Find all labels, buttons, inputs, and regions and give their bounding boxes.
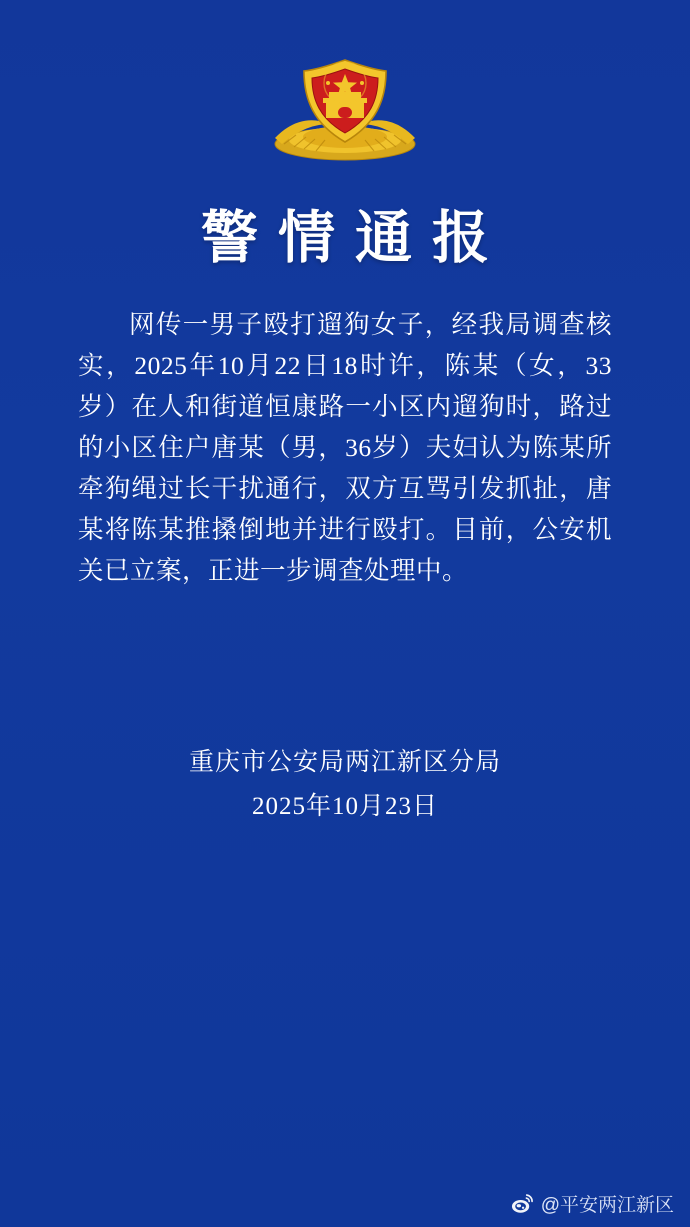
signature-block: [0, 741, 690, 829]
china-police-badge-icon: [270, 52, 420, 170]
issue-date: 2025年10月23日: [251, 793, 438, 820]
notice-body: 网传一男子殴打遛狗女子，经我局调查核实，2025年10月22日18时许，陈某（女，33岁）在人和街道恒康路一小区内遛狗时，路过的小区住户唐某（男，36岁）夫妇认为陈某所牵狗绳过长干扰通行，双方互骂引发抓扯，唐某将陈某推搡倒地并进行殴打。目前，公安机关已立案，正进一步调查处理中。: [78, 310, 612, 585]
weibo-icon: [511, 1192, 534, 1215]
issuing-organization: 重庆市公安局两江新区分局: [188, 749, 501, 776]
weibo-account-name: @平安两江新区: [540, 1195, 674, 1216]
page-title: 警情通报: [201, 204, 509, 271]
weibo-watermark: [511, 1190, 674, 1217]
emblem-container: [0, 0, 690, 170]
